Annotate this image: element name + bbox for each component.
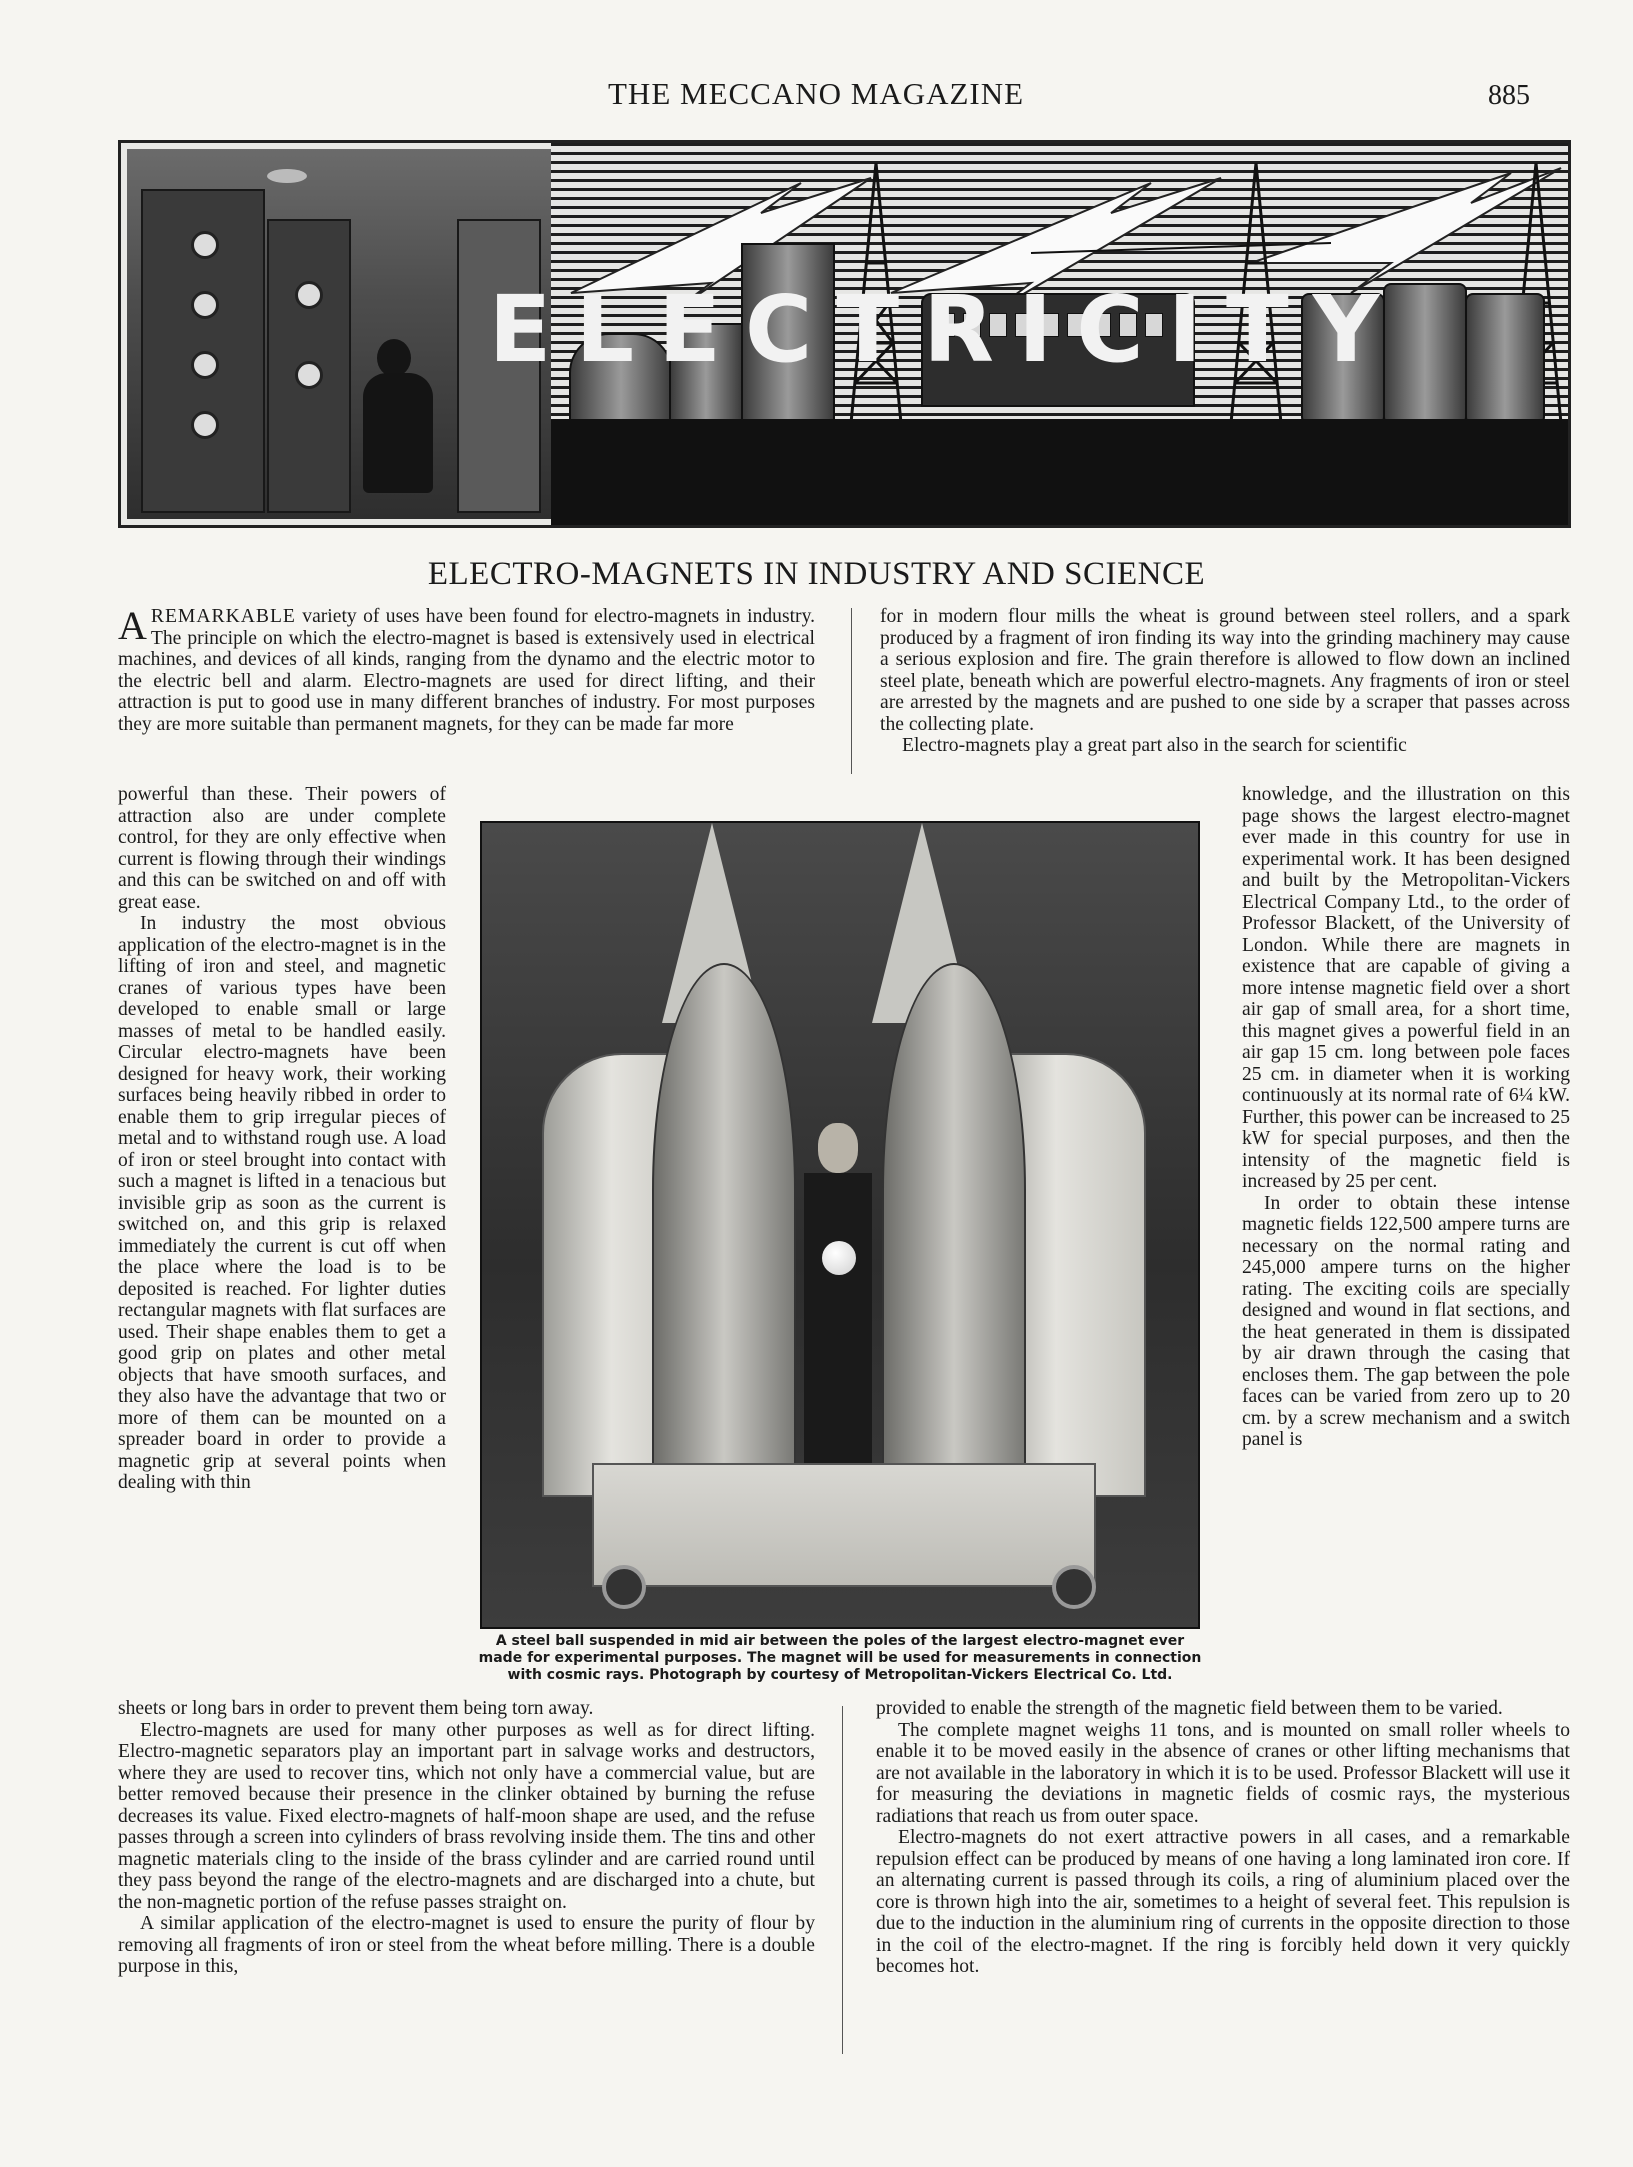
dial-icon xyxy=(191,411,219,439)
column-rule xyxy=(842,1706,843,2054)
paragraph xyxy=(118,603,815,735)
paragraph: Electro-magnets do not exert attractive powers in all cases, and a remarkable repulsion effect can be produced by means of one having a long laminated iron core. If an alternating current is passed through its coils, a ring of aluminium placed over the core is thrown high into the air, sometimes to a height of several feet. This repulsion is due to the induction in the aluminium ring of currents in the opposite direction to those in the coil of the electro-magnet. If the ring is forcibly held down it very quickly becomes hot. xyxy=(876,1827,1570,1977)
roller-wheel xyxy=(1052,1565,1096,1609)
page-number: 885 xyxy=(1488,80,1530,111)
paragraph: provided to enable the strength of the magnetic field between them to be varied. xyxy=(876,1698,1503,1719)
switchboard-panel xyxy=(141,189,265,513)
right-column-narrow xyxy=(1242,784,1570,1451)
paragraph: The complete magnet weighs 11 tons, and is mounted on small roller wheels to enable it to be moved easily in the absence of cranes or other lifting mechanisms that are not available in the laboratory in which it is to be used. Professor Blackett will use it for measuring the deviations in magnetic fields of cosmic rays, the mysterious radiations that reach us from outer space. xyxy=(876,1719,1570,1827)
word-band xyxy=(551,419,1571,525)
figure-caption: A steel ball suspended in mid air between the poles of the largest electro-magnet ever made for experimental purposes. The magnet will be used for measurements in connection with cosmic rays. Photograph by courtesy of Metropolitan-Vickers Electrical Co. Ltd. xyxy=(478,1633,1202,1683)
dial-icon xyxy=(191,291,219,319)
paragraph: for in modern flour mills the wheat is ground between steel rollers, and a spark produced by a fragment of iron finding its way into the grinding machinery may cause a serious explosion and fire. The grain therefore is allowed to flow down an inclined steel plate, beneath which are powerful electro-magnets. Any fragments of iron or steel are arrested by the magnets and are pushed to one side by a scraper that passes across the collecting plate. xyxy=(880,606,1570,735)
lead-in: REMARKABLE xyxy=(150,606,296,627)
paragraph: In industry the most obvious application of the electro-magnet is in the lifting of iron and steel, and magnetic cranes of various types have been developed to enable small or large masses of metal to be handled easily. Circular electro-magnets have been designed for heavy work, their working surfaces being heavily ribbed in order to enable them to grip irregular pieces of metal and to withstand rough use. A load of iron or steel brought into contact with such a magnet is lifted in a tenacious but invisible grip as soon as the current is switched on, and this grip is relaxed immediately the current is cut off when the place where the load is to be deposited is reached. For lighter duties rectangular magnets with flat surfaces are used. Their shape enables them to get a good grip on plates and other metal objects that have smooth surfaces, and they also have the advantage that two or more of them can be mounted on a spreader board in order to provide a magnetic grip at several points when dealing with thin xyxy=(118,913,446,1493)
dial-icon xyxy=(191,351,219,379)
paragraph: sheets or long bars in order to prevent them being torn away. xyxy=(118,1698,594,1719)
switchboard-panel xyxy=(267,219,351,513)
banner-word: ELECTRICITY xyxy=(488,276,1404,383)
roller-wheel xyxy=(602,1565,646,1609)
paragraph: Electro-magnets play a great part also in the search for scientific xyxy=(902,735,1407,756)
operator-figure xyxy=(363,373,433,493)
paragraph: powerful than these. Their powers of attraction also are under complete control, for they are only effective when current is flowing through their windings and this can be switched on and off with great ease. xyxy=(118,784,446,913)
magnet-coil-left xyxy=(652,963,796,1467)
article-title: ELECTRO-MAGNETS IN INDUSTRY AND SCIENCE xyxy=(427,556,1206,592)
paragraph: knowledge, and the illustration on this page shows the largest electro-magnet ever made in this country for use in experimental work. It has been designed and built by the Metropolitan-Vickers Electrical Company Ltd., to the order of Professor Blackett, of the University of London. While there are magnets in existence that are capable of giving a more intense magnetic field over a short air gap of small area, for a short time, this magnet gives a powerful field in an air gap 15 cm. long between pole faces 25 cm. in diameter when it is working continuously at its normal rate of 6¼ kW. Further, this power can be increased to 25 kW for special purposes, and then the intensity of the magnetic field is increased by 25 per cent. xyxy=(1242,784,1570,1192)
magnet-base xyxy=(592,1463,1096,1587)
drop-cap: A xyxy=(118,603,147,648)
magazine-title: THE MECCANO MAGAZINE xyxy=(608,76,1025,111)
lightning-bolt-icon xyxy=(1251,168,1561,293)
ceiling-lamp xyxy=(267,169,307,183)
left-column-narrow xyxy=(118,784,446,1494)
paragraph: In order to obtain these intense magnetic fields 122,500 ampere turns are necessary on the normal rating and 245,000 ampere turns on the higher rating. The exciting coils are specially designed and wound in flat sections, and the heat generated in them is dissipated by air drawn through the casing that encloses them. The gap between the pole faces can be varied from zero up to 20 cm. by a screw mechanism and a switch panel is xyxy=(1242,1192,1570,1450)
operator-figure xyxy=(377,339,411,377)
right-column-top xyxy=(880,606,1570,757)
dial-icon xyxy=(191,231,219,259)
electro-magnet-photo xyxy=(480,821,1200,1629)
left-column-bottom xyxy=(118,1698,815,1978)
paragraph-text: variety of uses have been found for electro-magnets in industry. The principle on which the electro-magnet is based is extensively used in electrical machines, and devices of all kinds, ranging from the dynamo and the electric motor to the electric bell and alarm. Electro-magnets are used for direct lifting, and their attraction is put to good use in many different branches of industry. For most purposes they are more suitable than permanent magnets, for they can be made far more xyxy=(118,606,815,735)
paragraph: Electro-magnets are used for many other purposes as well as for direct lifting. Electro-magnetic separators play an important part in salvage works and destructors, where they are used to recover tins, which not only have a commercial value, but are better removed because their presence in the clinker obtained by burning the refuse decreases its value. Fixed electro-magnets of half-moon shape are used, and the refuse passes through a screen into cylinders of brass revolving inside them. The tins and other magnetic materials cling to the inside of the brass cylinder and are carried round until they pass beyond the range of the electro-magnets and are discharged into a chute, but the non-magnetic portion of the refuse passes straight on. xyxy=(118,1719,815,1913)
paragraph: A similar application of the electro-magnet is used to ensure the purity of flour by removing all fragments of iron or steel from the wheat before milling. There is a double purpose in this, xyxy=(118,1913,815,1977)
dial-icon xyxy=(295,281,323,309)
right-column-bottom xyxy=(876,1698,1570,1978)
transformer xyxy=(1465,293,1545,425)
man-figure xyxy=(804,1173,872,1473)
magnet-coil-right xyxy=(882,963,1026,1467)
dial-icon xyxy=(295,361,323,389)
left-column-top xyxy=(118,603,815,735)
column-rule xyxy=(851,608,852,774)
steel-ball xyxy=(822,1241,856,1275)
man-figure xyxy=(818,1123,858,1173)
